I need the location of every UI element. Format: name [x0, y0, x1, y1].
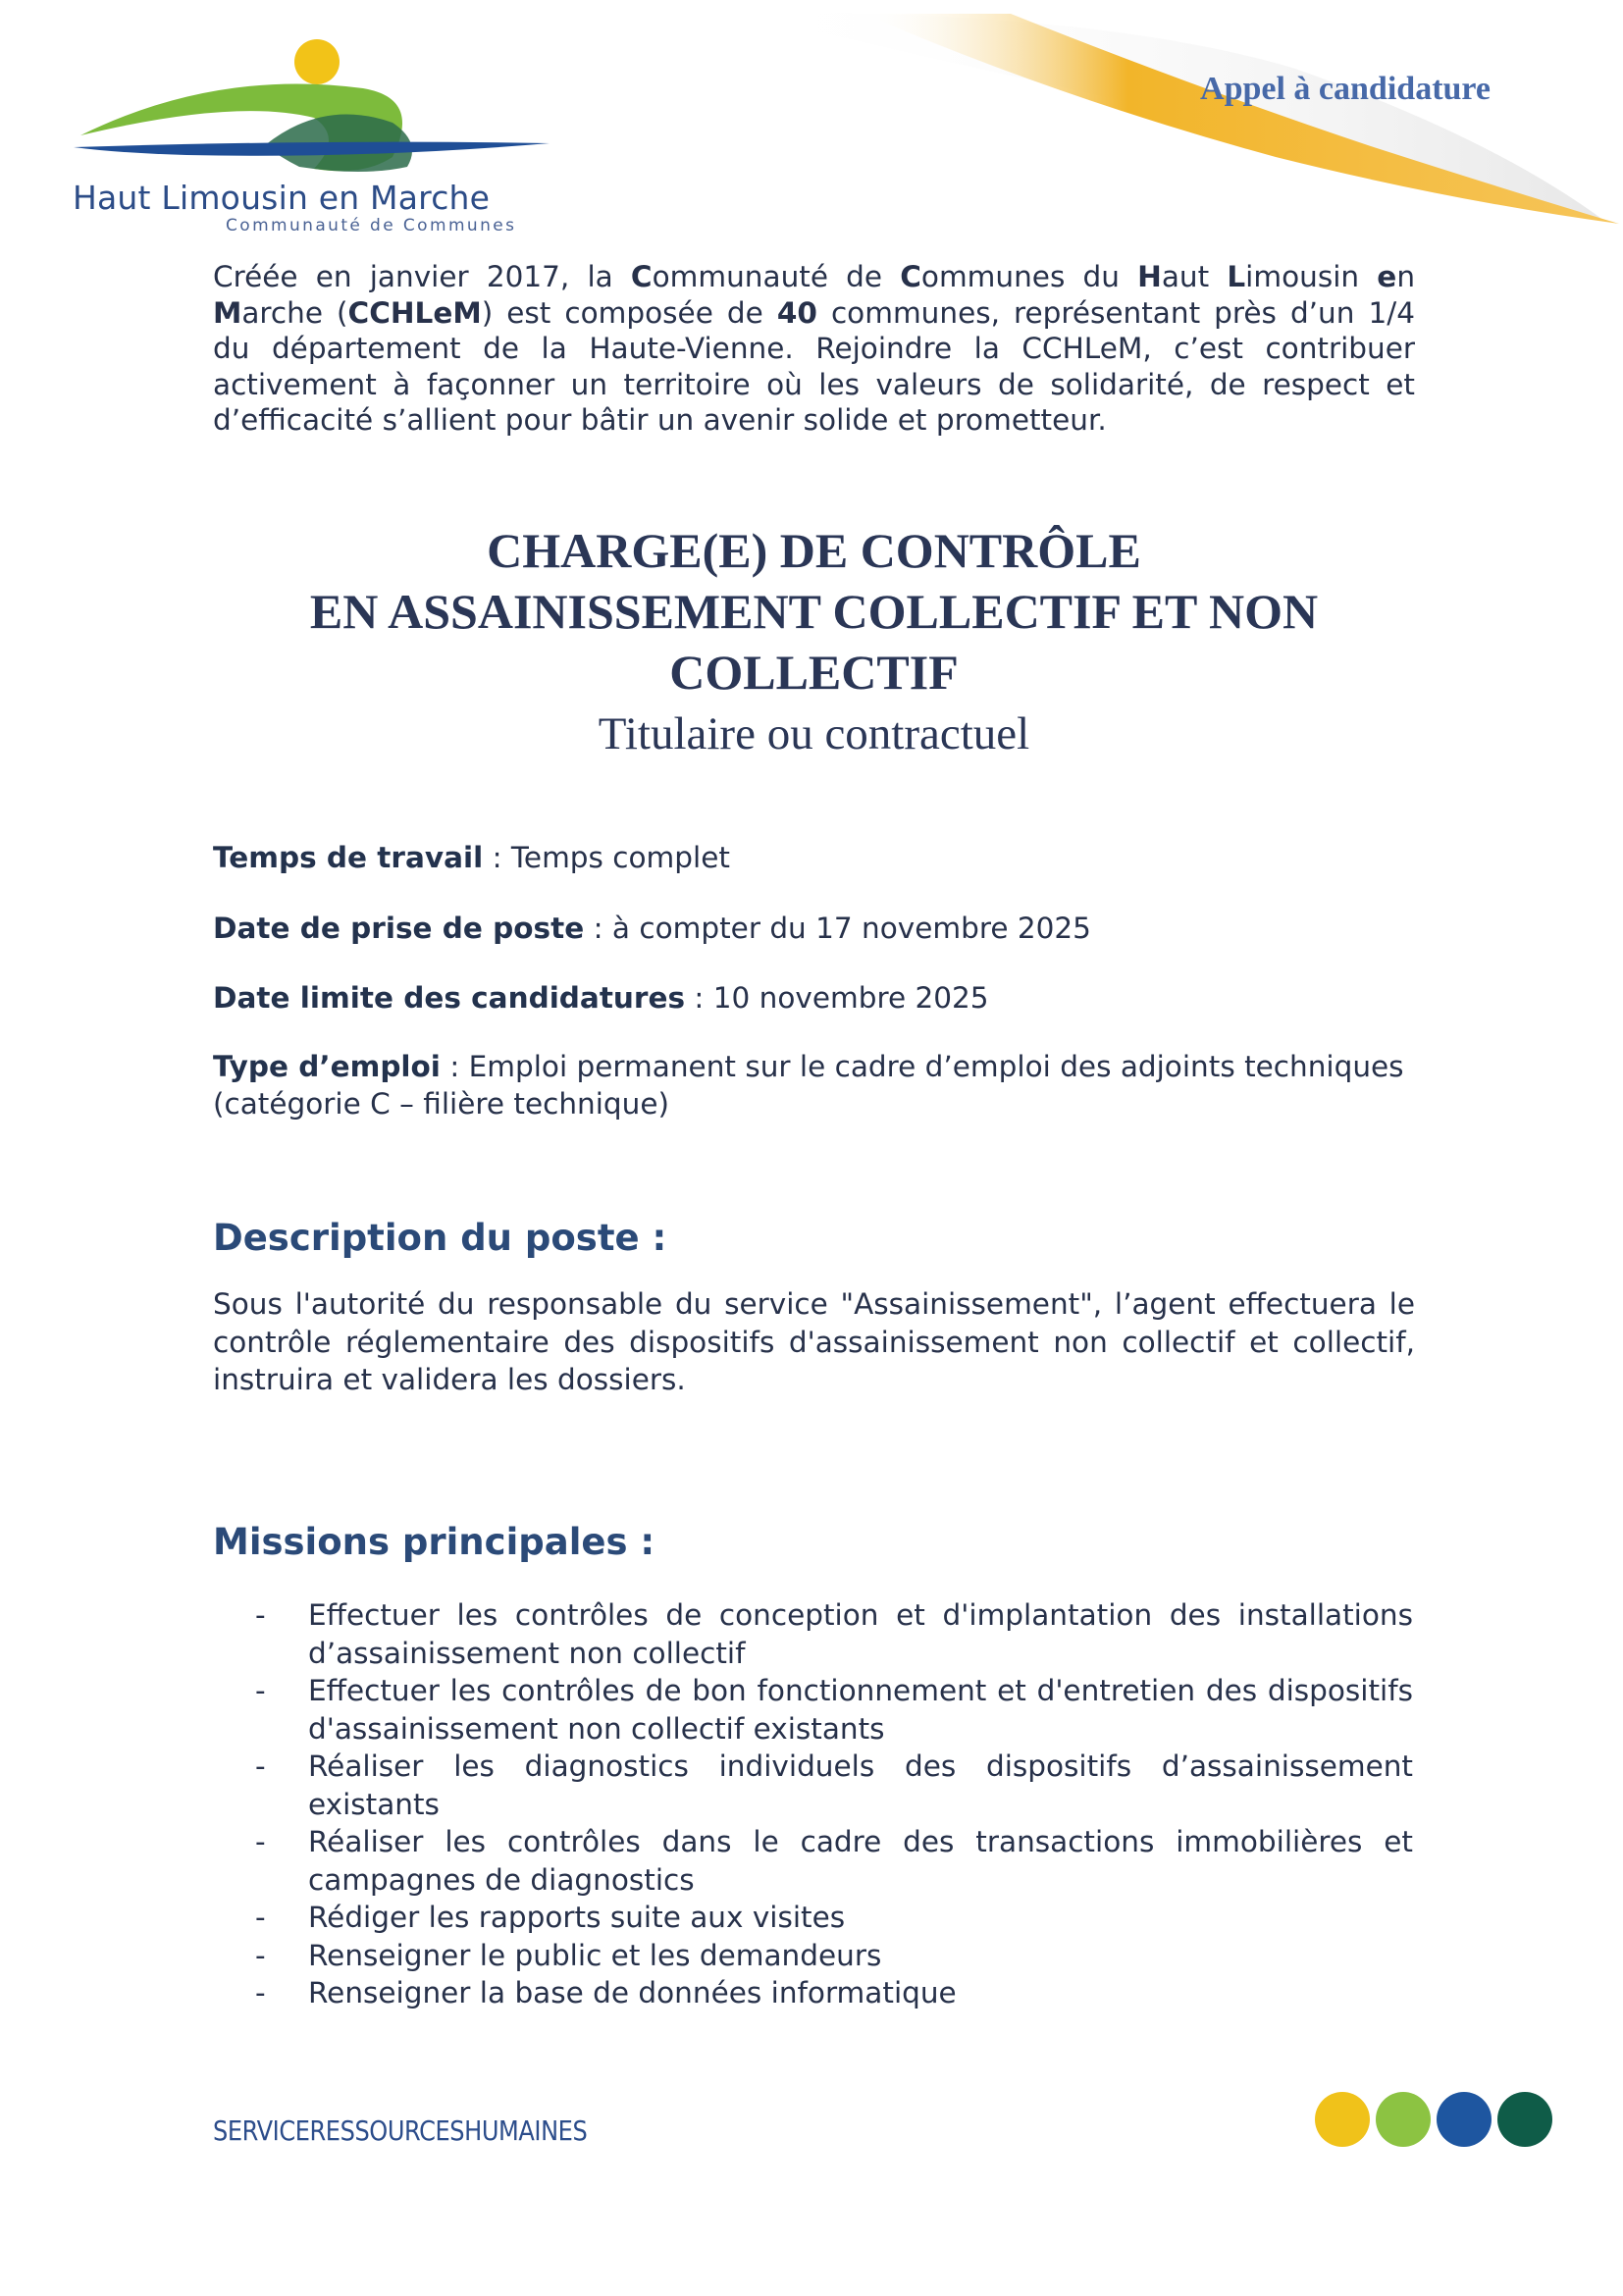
- header-swoosh: [687, 0, 1623, 235]
- intro-segment: ommunes du: [920, 260, 1138, 293]
- bullet-dash: -: [255, 1598, 266, 1632]
- intro-segment: H: [1137, 260, 1162, 293]
- mission-text: Rédiger les rapports suite aux visites: [308, 1901, 846, 1934]
- list-item: [255, 1596, 1413, 1672]
- intro-segment: C: [630, 260, 653, 293]
- intro-segment: ) est composée de: [481, 295, 777, 330]
- work-time-value: : Temps complet: [483, 841, 730, 874]
- intro-segment: arche (: [241, 295, 348, 330]
- footer-dots: [1315, 2092, 1552, 2147]
- mission-text: Renseigner le public et les demandeurs: [308, 1938, 882, 1972]
- mission-text: Effectuer les contrôles de conception et d'implantation des installations d’assainissement non collectif: [308, 1598, 1413, 1670]
- description-text: Sous l'autorité du responsable du service "Assainissement", l’agent effectuera le contrôle réglementaire des dispositifs d'assainissement non collectif et collectif, instruira et validera les dossiers.: [213, 1287, 1415, 1396]
- list-item: [255, 1748, 1413, 1823]
- list-item: [255, 1899, 1413, 1937]
- intro-segment: 40: [776, 295, 817, 330]
- document-type: Appel à candidature: [1200, 71, 1491, 107]
- bullet-dash: -: [255, 1825, 266, 1858]
- intro-paragraph: [213, 259, 1415, 439]
- intro-segment: Créée en janvier 2017, la: [213, 260, 631, 293]
- intro-segment: n: [1396, 260, 1416, 293]
- intro-segment: M: [213, 295, 242, 330]
- work-time-label: Temps de travail: [213, 841, 484, 874]
- intro-segment: C: [900, 260, 921, 293]
- footer-dot-4: [1497, 2092, 1552, 2147]
- logo-subtitle: Communauté de Communes: [226, 216, 517, 235]
- job-status: Titulaire ou contractuel: [598, 708, 1030, 759]
- footer-dot-3: [1437, 2092, 1492, 2147]
- footer-service: SERVICERESSOURCESHUMAINES: [213, 2114, 588, 2147]
- job-type-label: Type d’emploi: [213, 1050, 441, 1083]
- bullet-dash: -: [255, 1749, 266, 1783]
- description-heading: Description du poste :: [213, 1217, 667, 1259]
- start-date-field: [213, 910, 1415, 947]
- intro-segment: aut: [1161, 260, 1228, 293]
- logo-emblem-icon: [69, 29, 559, 186]
- footer-dot-1: [1315, 2092, 1370, 2147]
- intro-segment: imousin: [1245, 260, 1378, 293]
- deadline-field: [213, 979, 1415, 1017]
- bullet-dash: -: [255, 1901, 266, 1934]
- intro-segment: L: [1227, 260, 1246, 293]
- organization-logo: [69, 29, 559, 235]
- job-title-line2: EN ASSAINISSEMENT COLLECTIF ET NON COLLECTIF: [309, 584, 1319, 700]
- list-item: [255, 1823, 1413, 1899]
- mission-text: Réaliser les contrôles dans le cadre des transactions immobilières et campagnes de diagnostics: [308, 1825, 1413, 1897]
- intro-segment: CCHLeM: [347, 295, 482, 330]
- mission-text: Renseigner la base de données informatique: [308, 1976, 957, 2009]
- job-title-line1: CHARGE(E) DE CONTRÔLE: [487, 523, 1141, 578]
- list-item: [255, 1974, 1413, 2012]
- list-item: [255, 1937, 1413, 1975]
- missions-list: [255, 1596, 1413, 2012]
- intro-segment: e: [1377, 260, 1397, 293]
- deadline-value: : 10 novembre 2025: [685, 981, 989, 1015]
- work-time-field: [213, 839, 1415, 876]
- footer-dot-2: [1376, 2092, 1431, 2147]
- start-date-value: : à compter du 17 novembre 2025: [584, 912, 1091, 945]
- bullet-dash: -: [255, 1938, 266, 1972]
- deadline-label: Date limite des candidatures: [213, 981, 686, 1015]
- job-title-block: [213, 520, 1415, 761]
- job-type-field: [213, 1048, 1415, 1122]
- intro-segment: ommunauté de: [652, 260, 901, 293]
- mission-text: Réaliser les diagnostics individuels des dispositifs d’assainissement existants: [308, 1749, 1413, 1821]
- logo-name: Haut Limousin en Marche: [73, 179, 491, 217]
- bullet-dash: -: [255, 1976, 266, 2009]
- intro-segment: communes, représentant près d’un 1/4 du département de la Haute-Vienne. Rejoindre la CCHLeM, c’est contribuer activement à façonner un territoire où les valeurs de solidarité, de respect et d’efficacité s’allient pour bâtir un avenir solide et prometteur.: [213, 295, 1415, 437]
- bullet-dash: -: [255, 1674, 266, 1707]
- mission-text: Effectuer les contrôles de bon fonctionnement et d'entretien des dispositifs d'assainissement non collectif existants: [308, 1674, 1413, 1746]
- list-item: [255, 1672, 1413, 1748]
- job-type-value: : Emploi permanent sur le cadre d’emploi des adjoints techniques (catégorie C – filière technique): [213, 1050, 1404, 1121]
- missions-heading: Missions principales :: [213, 1521, 655, 1563]
- start-date-label: Date de prise de poste: [213, 912, 585, 945]
